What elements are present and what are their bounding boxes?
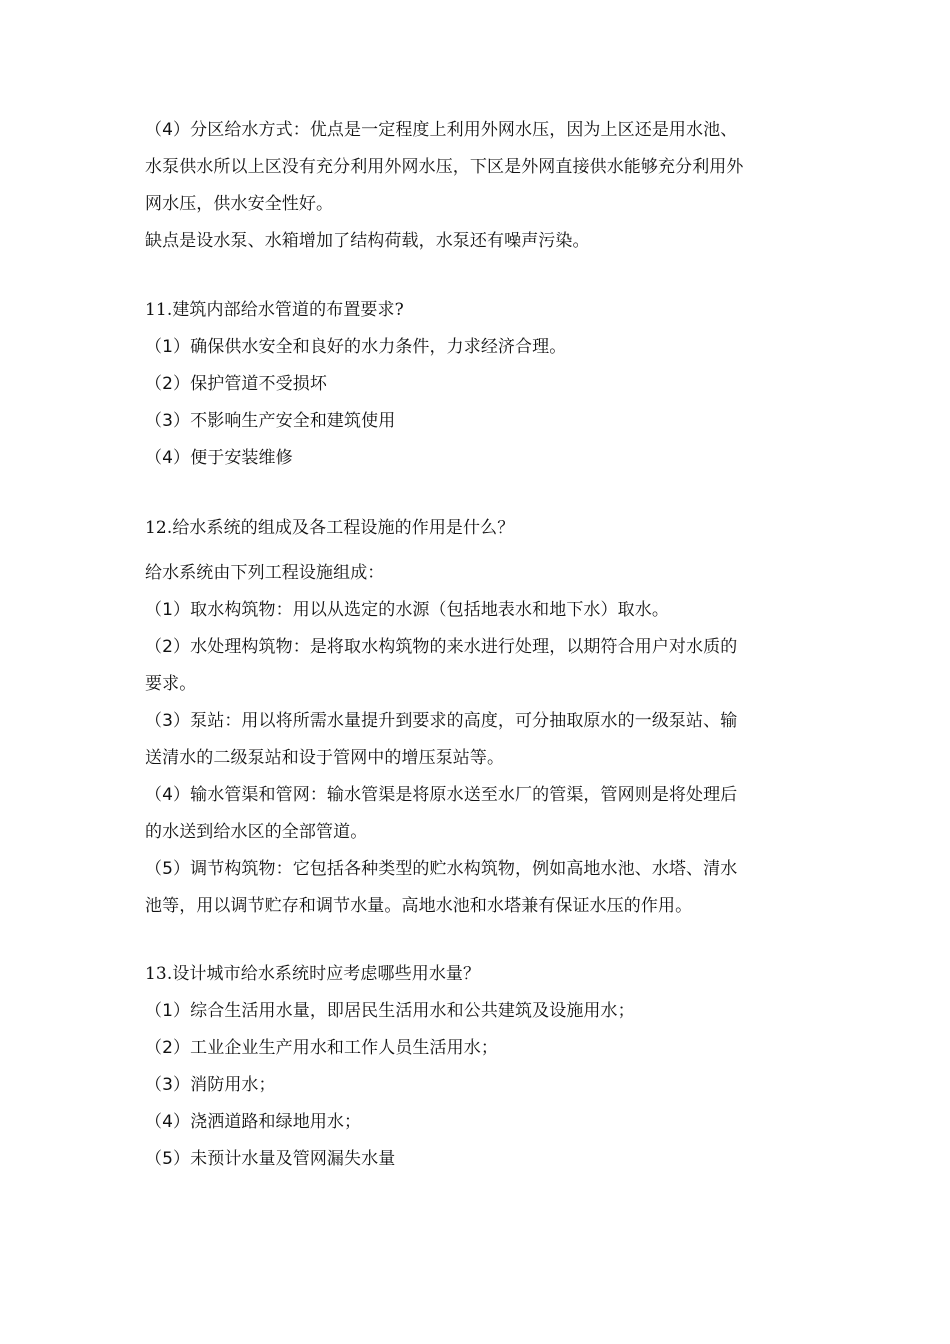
- paragraph-line: （3）泵站：用以将所需水量提升到要求的高度，可分抽取原水的一级泵站、输: [145, 711, 738, 731]
- paragraph-line: 送清水的二级泵站和设于管网中的增压泵站等。: [145, 748, 505, 768]
- list-item: （5）未预计水量及管网漏失水量: [145, 1149, 396, 1169]
- paragraph-line: 要求。: [145, 674, 197, 694]
- list-item: （3）消防用水；: [145, 1075, 276, 1095]
- list-item: （4）浇洒道路和绿地用水；: [145, 1112, 362, 1132]
- question-heading: 13.设计城市给水系统时应考虑哪些用水量？: [145, 964, 481, 984]
- paragraph-line: （5）调节构筑物：它包括各种类型的贮水构筑物，例如高地水池、水塔、清水: [145, 859, 738, 879]
- list-item: （1）综合生活用水量，即居民生活用水和公共建筑及设施用水；: [145, 1001, 635, 1021]
- paragraph-line: （2）水处理构筑物：是将取水构筑物的来水进行处理，以期符合用户对水质的: [145, 637, 738, 657]
- paragraph-line: 的水送到给水区的全部管道。: [145, 822, 368, 842]
- paragraph-line: 水泵供水所以上区没有充分利用外网水压，下区是外网直接供水能够充分利用外: [145, 157, 744, 177]
- paragraph-line: 池等，用以调节贮存和调节水量。高地水池和水塔兼有保证水压的作用。: [145, 896, 693, 916]
- paragraph-line: （1）取水构筑物：用以从选定的水源（包括地表水和地下水）取水。: [145, 600, 669, 620]
- list-item: （4）便于安装维修: [145, 448, 293, 468]
- list-item: （1）确保供水安全和良好的水力条件，力求经济合理。: [145, 337, 567, 357]
- question-heading: 12.给水系统的组成及各工程设施的作用是什么？: [145, 518, 515, 538]
- paragraph-line: 网水压，供水安全性好。: [145, 194, 334, 214]
- paragraph-line: 缺点是设水泵、水箱增加了结构荷载，水泵还有噪声污染。: [145, 231, 590, 251]
- question-heading: 11.建筑内部给水管道的布置要求?: [145, 300, 404, 320]
- list-item: （3）不影响生产安全和建筑使用: [145, 411, 396, 431]
- paragraph-line: （4）输水管渠和管网：输水管渠是将原水送至水厂的管渠，管网则是将处理后: [145, 785, 738, 805]
- paragraph-line: （4）分区给水方式：优点是一定程度上利用外网水压，因为上区还是用水池、: [145, 120, 738, 140]
- list-item: （2）工业企业生产用水和工作人员生活用水；: [145, 1038, 498, 1058]
- list-item: （2）保护管道不受损坏: [145, 374, 327, 394]
- paragraph-line: 给水系统由下列工程设施组成：: [145, 563, 385, 583]
